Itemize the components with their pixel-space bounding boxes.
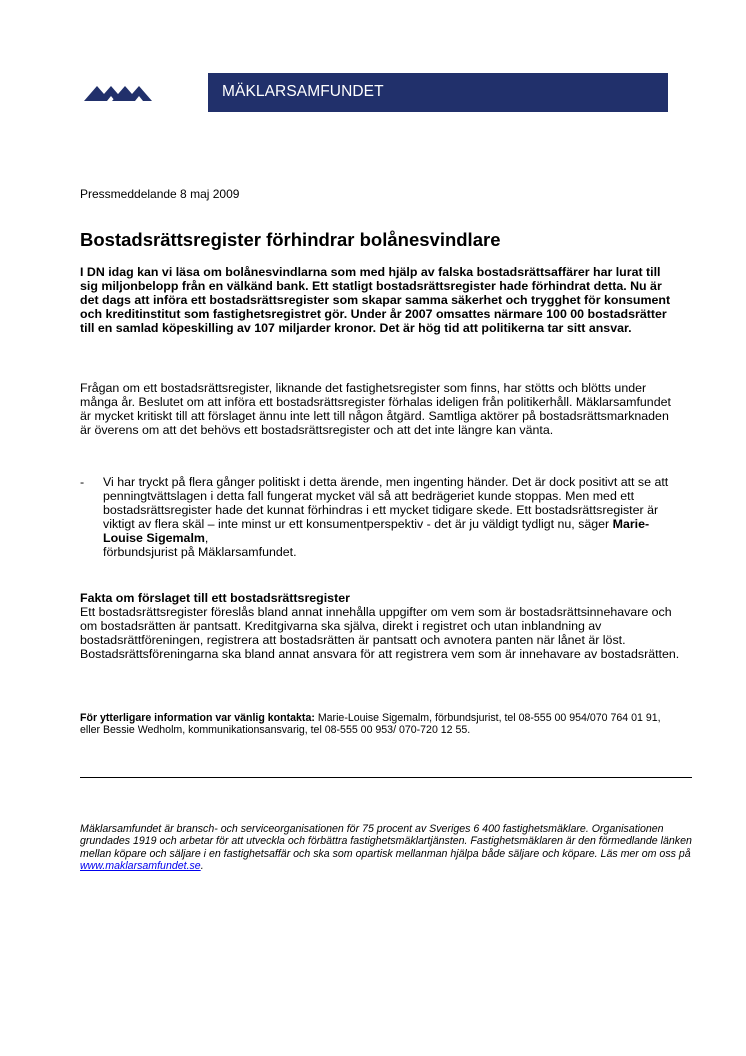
contact-text: Marie-Louise Sigemalm, förbundsjurist, tel 08-555 00 954/070 764 01 91, eller Bessie Wedholm, kommunikationsansvarig, tel 08-555 00 953/ 070-720 12 55.	[80, 712, 661, 736]
press-release-date: Pressmeddelande 8 maj 2009	[80, 187, 240, 201]
contact-label: För ytterligare information var vänlig kontakta:	[80, 712, 315, 724]
quote-block	[80, 475, 670, 559]
quote-dash: -	[80, 475, 85, 489]
contact-info	[80, 712, 680, 736]
page-title: Bostadsrättsregister förhindrar bolånesvindlare	[80, 229, 501, 250]
quote-text: Vi har tryckt på flera gånger politiskt i detta ärende, men ingenting händer. Det är dock positivt att se att penningtvättslagen i detta fall fungerat mycket väl så att bedrägeriet kunde stoppas. Men med ett bostadsrättsregister hade det kunnat förhindras i ett mycket tidigare skede. Ett bostadsrättsregister är viktigt av flera skäl – inte minst ur ett konsumentperspektiv - det är ju väldigt tydligt nu, säger	[103, 475, 669, 531]
quote-text-wrapper	[103, 475, 670, 559]
quote-comma: ,	[204, 531, 209, 545]
facts-heading: Fakta om förslaget till ett bostadsrättsregister	[80, 591, 350, 605]
footer-end: .	[200, 859, 204, 872]
header-banner	[208, 73, 668, 112]
footer-boilerplate	[80, 823, 700, 872]
quote-speaker-role: förbundsjurist på Mäklarsamfundet.	[103, 545, 297, 559]
body-paragraph: Frågan om ett bostadsrättsregister, liknande det fastighetsregister som finns, har stötts och blötts under många år. Beslutet om att införa ett bostadsrättsregister förhalas ideligen från politikerhåll. Mäklarsamfundet är mycket kritiskt till att förslaget ännu inte lett till någon åtgärd. Samtliga aktörer på bostadsrättsmarknaden är överens om att det behövs ett bostadsrättsregister och att det inte längre kan vänta.	[80, 381, 671, 437]
lead-paragraph: I DN idag kan vi läsa om bolånesvindlarna som med hjälp av falska bostadsrättsaffärer har lurat till sig miljonbelopp från en välkänd bank. Ett statligt bostadsrättsregister hade förhindrat detta. Nu är det dags att införa ett bostadsrättsregister som skapar samma säkerhet och trygghet för konsument och kreditinstitut som fastighetsregistret gör. Under år 2007 omsattes närmare 100 00 bostadsrätter till en samlad köpeskilling av 107 miljarder kronor. Det är hög tid att politikerna tar sitt ansvar.	[80, 265, 671, 335]
website-link[interactable]: www.maklarsamfundet.se	[80, 859, 201, 872]
divider	[80, 777, 692, 778]
footer-text: Mäklarsamfundet är bransch- och serviceorganisationen för 75 procent av Sveriges 6 400 fastighetsmäklare. Organisationen grundades 1919 och arbetar för att utveckla och förbättra fastighetsmäklartjänsten. Fastighetsmäklaren är den förmedlande länken mellan köpare och säljare i en fastighetsaffär och ska som opartisk mellanman hjälpa både säljare och köpare. Läs mer om oss på	[80, 823, 692, 860]
maklarsamfundet-logo-icon	[84, 84, 152, 101]
quote-speaker: Marie-Louise Sigemalm	[103, 517, 650, 545]
facts-paragraph: Ett bostadsrättsregister föreslås bland annat innehålla uppgifter om vem som är bostadsrättsinnehavare och om bostadsrätten är pantsatt. Kreditgivarna ska själva, direkt i registret och utan inblandning av bostadsrättföreningen, registrera att bostadsrätten är pantsatt och avnotera panten när lånet är löst. Bostadsrättsföreningarna ska bland annat ansvara för att registrera vem som är innehavare av bostadsrätten.	[80, 605, 680, 661]
banner-title: MÄKLARSAMFUNDET	[222, 83, 384, 100]
